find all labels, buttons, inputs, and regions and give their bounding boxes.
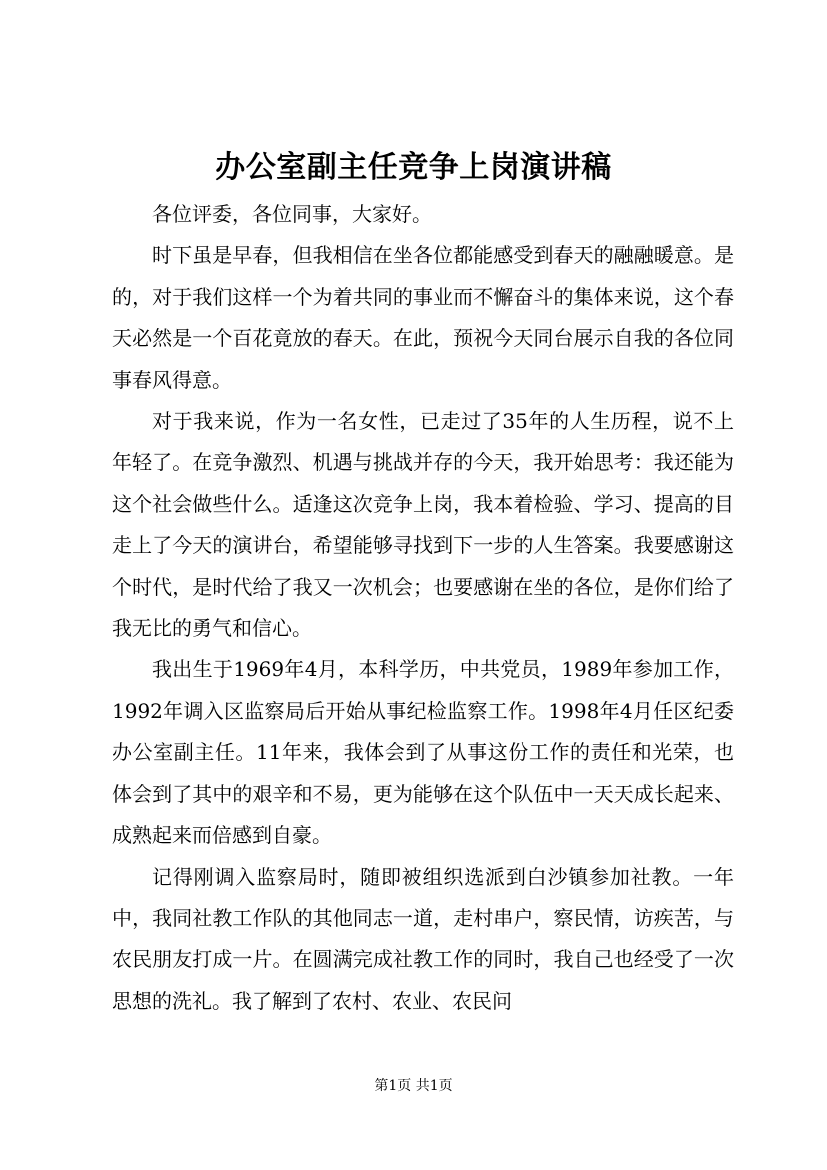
paragraph-reflection: 对于我来说，作为一名女性，已走过了35年的人生历程，说不上年轻了。在竞争激烈、机遇与挑战并存的今天，我开始思考：我还能为这个社会做些什么。适逢这次竞争上岗，我本着检验、学习、提高的目走上了今天的演讲台，希望能够寻找到下一步的人生答案。我要感谢这个时代，是时代给了我又一次机会；也要感谢在坐的各位，是你们给了我无比的勇气和信心。 [112,409,734,641]
paragraph-experience: 记得刚调入监察局时，随即被组织选派到白沙镇参加社教。一年中，我同社教工作队的其他同志一道，走村串户，察民情，访疾苦，与农民朋友打成一片。在圆满完成社教工作的同时，我自己也经受了一次思想的洗礼。我了解到了农村、农业、农民问 [112,864,734,1013]
document-title: 办公室副主任竞争上岗演讲稿 [215,150,612,185]
paragraph-greeting: 各位评委，各位同事，大家好。 [152,202,432,226]
page-footer: 第1页 共1页 [374,1078,453,1094]
paragraph-spring: 时下虽是早春，但我相信在坐各位都能感受到春天的融融暖意。是的，对于我们这样一个为着共同的事业而不懈奋斗的集体来说，这个春天必然是一个百花竟放的春天。在此，预祝今天同台展示自我的各位同事春风得意。 [112,243,734,392]
paragraph-background: 我出生于1969年4月，本科学历，中共党员，1989年参加工作，1992年调入区监察局后开始从事纪检监察工作。1998年4月任区纪委办公室副主任。11年来，我体会到了从事这份工作的责任和光荣，也体会到了其中的艰辛和不易，更为能够在这个队伍中一天天成长起来、成熟起来而倍感到自豪。 [112,657,734,848]
document-body [112,194,734,1022]
